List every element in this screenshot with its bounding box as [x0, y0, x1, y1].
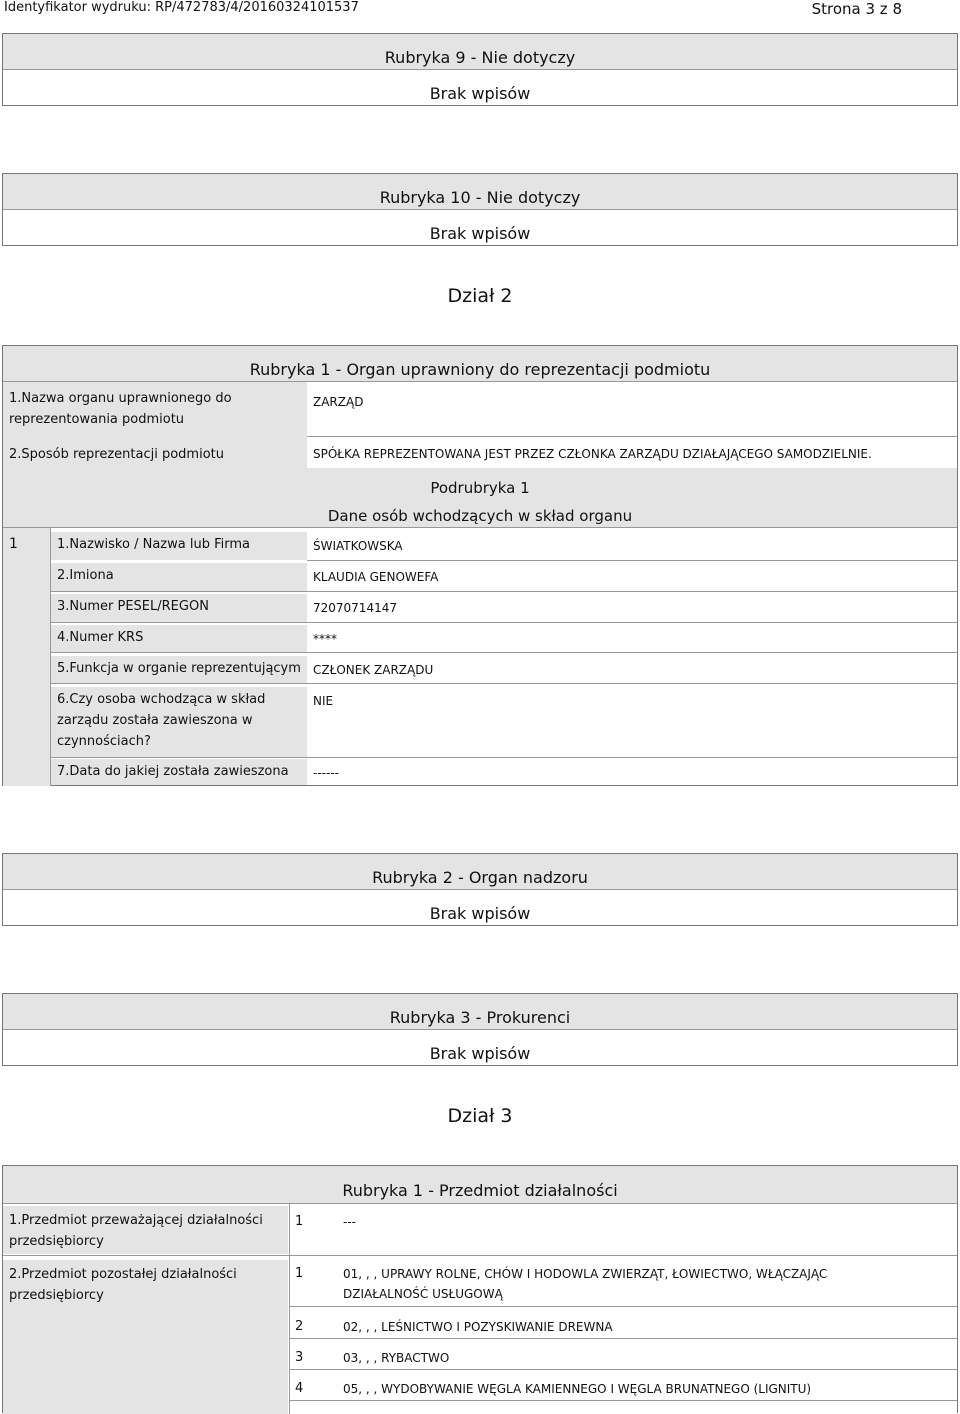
person-suspended-value: NIE	[313, 694, 334, 708]
other-activity-value-3: 03, , , RYBACTWO	[343, 1351, 450, 1365]
rubryka-2-title: Rubryka 2 - Organ nadzoru	[372, 868, 588, 887]
other-activity-index-1: 1	[295, 1266, 304, 1281]
person-pesel-value: 72070714147	[313, 601, 397, 615]
other-activity-index-2: 2	[295, 1319, 304, 1334]
person-krs-label: 4.Numer KRS	[51, 625, 307, 653]
other-activity-index-3: 3	[295, 1350, 304, 1365]
podrubryka-title: Podrubryka 1	[430, 479, 530, 497]
person-function-label: 5.Funkcja w organie reprezentującym	[51, 656, 307, 684]
person-krs-value: ****	[313, 632, 337, 646]
person-suspended-date-value: ------	[313, 766, 339, 780]
rubryka-3-content: Brak wpisów	[429, 1044, 531, 1063]
rubryka-10-box	[2, 173, 958, 246]
rubryka-10-title: Rubryka 10 - Nie dotyczy	[379, 188, 581, 207]
person-name-value: ŚWIATKOWSKA	[313, 539, 403, 553]
other-activity-value-4: 05, , , WYDOBYWANIE WĘGLA KAMIENNEGO I WĘGLA BRUNATNEGO (LIGNITU)	[343, 1382, 812, 1396]
person-firstnames-label: 2.Imiona	[51, 563, 307, 591]
podrubryka-subtitle: Dane osób wchodzących w skład organu	[327, 507, 633, 525]
rubryka-2-content: Brak wpisów	[429, 904, 531, 923]
other-activity-index-4: 4	[295, 1381, 304, 1396]
przedmiot-title: Rubryka 1 - Przedmiot działalności	[342, 1181, 618, 1200]
person-function-value: CZŁONEK ZARZĄDU	[313, 663, 434, 677]
rubryka-1-przedmiot-box	[2, 1165, 958, 1413]
rubryka-9-box	[2, 33, 958, 106]
field-organ-name-value: ZARZĄD	[313, 395, 364, 409]
dzial-3-title: Dział 3	[447, 1105, 513, 1127]
rubryka-9-content: Brak wpisów	[429, 84, 531, 103]
other-activity-value-1: 01, , , UPRAWY ROLNE, CHÓW I HODOWLA ZWIERZĄT, ŁOWIECTWO, WŁĄCZAJĄC DZIAŁALNOŚĆ USŁUGOWĄ	[343, 1267, 828, 1301]
dzial-2-title: Dział 2	[447, 285, 513, 307]
rubryka-1-organ-title: Rubryka 1 - Organ uprawniony do reprezentacji podmiotu	[249, 360, 711, 379]
rubryka-3-box	[2, 993, 958, 1066]
field-representation-value: SPÓŁKA REPREZENTOWANA JEST PRZEZ CZŁONKA ZARZĄDU DZIAŁAJĄCEGO SAMODZIELNIE.	[313, 447, 872, 461]
main-activity-label: 1.Przedmiot przeważającej działalności przedsiębiorcy	[3, 1206, 288, 1254]
rubryka-2-box	[2, 853, 958, 926]
other-activity-value-2: 02, , , LEŚNICTWO I POZYSKIWANIE DREWNA	[343, 1320, 613, 1334]
rubryka-9-title: Rubryka 9 - Nie dotyczy	[384, 48, 576, 67]
person-index: 1	[3, 528, 50, 786]
field-representation-label: 2.Sposób reprezentacji podmiotu	[3, 442, 307, 468]
person-suspended-date-label: 7.Data do jakiej została zawieszona	[51, 759, 307, 785]
person-name-label: 1.Nazwisko / Nazwa lub Firma	[51, 532, 307, 560]
main-activity-index: 1	[295, 1214, 304, 1229]
main-activity-value: ---	[343, 1215, 356, 1229]
other-activity-label: 2.Przedmiot pozostałej działalności przedsiębiorcy	[3, 1260, 288, 1414]
rubryka-10-content: Brak wpisów	[429, 224, 531, 243]
person-pesel-label: 3.Numer PESEL/REGON	[51, 594, 307, 622]
print-identifier: Identyfikator wydruku: RP/472783/4/20160324101537	[4, 0, 359, 15]
person-suspended-label: 6.Czy osoba wchodząca w skład zarządu została zawieszona w czynnościach?	[51, 687, 307, 757]
field-organ-name-label: 1.Nazwa organu uprawnionego do reprezentowania podmiotu	[3, 382, 307, 446]
rubryka-3-title: Rubryka 3 - Prokurenci	[389, 1008, 571, 1027]
rubryka-1-organ-box	[2, 345, 958, 786]
person-firstnames-value: KLAUDIA GENOWEFA	[313, 570, 439, 584]
page-number: Strona 3 z 8	[811, 0, 902, 18]
